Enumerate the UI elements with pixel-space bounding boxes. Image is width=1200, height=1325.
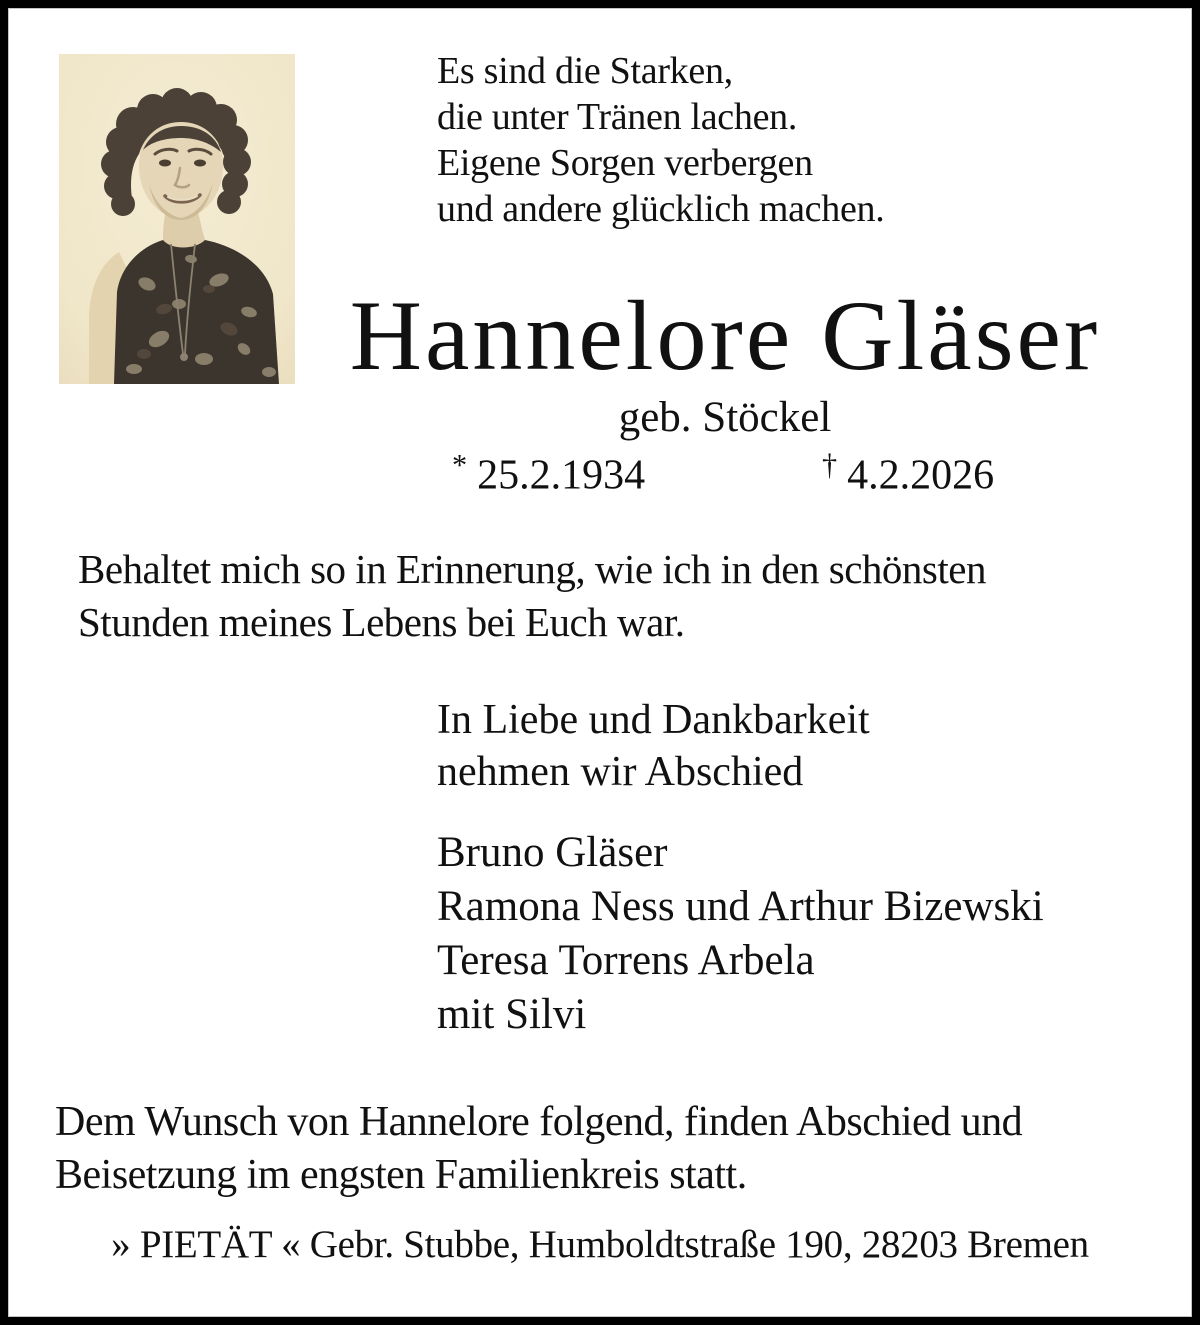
death-date <box>822 448 994 499</box>
funeral-note <box>55 1096 1022 1202</box>
epigraph-line: die unter Tränen lachen. <box>437 96 798 138</box>
epigraph-line: Eigene Sorgen verbergen <box>437 142 813 184</box>
mourner-name: Bruno Gläser <box>437 829 668 876</box>
birth-date <box>452 448 645 499</box>
remembrance-text <box>78 543 986 649</box>
farewell-line: nehmen wir Abschied <box>437 749 804 795</box>
mourner-name: Teresa Torrens Arbela <box>437 937 815 984</box>
mourners-list <box>437 826 1044 1042</box>
deceased-name: Hannelore Gläser <box>349 280 1101 391</box>
mourner-name: mit Silvi <box>437 991 587 1038</box>
epigraph-line: und andere glücklich machen. <box>437 188 885 230</box>
funeral-note-line: Beisetzung im engsten Familienkreis statt. <box>55 1152 747 1198</box>
epigraph-poem <box>437 48 884 232</box>
epigraph-line: Es sind die Starken, <box>437 50 733 92</box>
death-cross-symbol: † <box>822 448 838 482</box>
remembrance-line: Stunden meines Lebens bei Euch war. <box>78 599 685 645</box>
farewell-text <box>437 694 870 798</box>
mourner-name: Ramona Ness und Arthur Bizewski <box>437 883 1044 930</box>
maiden-name: geb. Stöckel <box>618 394 832 441</box>
farewell-line: In Liebe und Dankbarkeit <box>437 697 870 743</box>
birth-star-symbol: * <box>452 448 468 482</box>
funeral-home-line: » PIETÄT « Gebr. Stubbe, Humboldtstraße 190, 28203 Bremen <box>111 1223 1089 1266</box>
deceased-name-block <box>250 280 1200 442</box>
life-dates <box>0 448 1200 508</box>
funeral-note-line: Dem Wunsch von Hannelore folgend, finden Abschied und <box>55 1099 1023 1145</box>
remembrance-line: Behaltet mich so in Erinnerung, wie ich in den schönsten <box>78 546 986 592</box>
birth-date-value: 25.2.1934 <box>477 452 646 499</box>
death-date-value: 4.2.2026 <box>847 452 995 499</box>
